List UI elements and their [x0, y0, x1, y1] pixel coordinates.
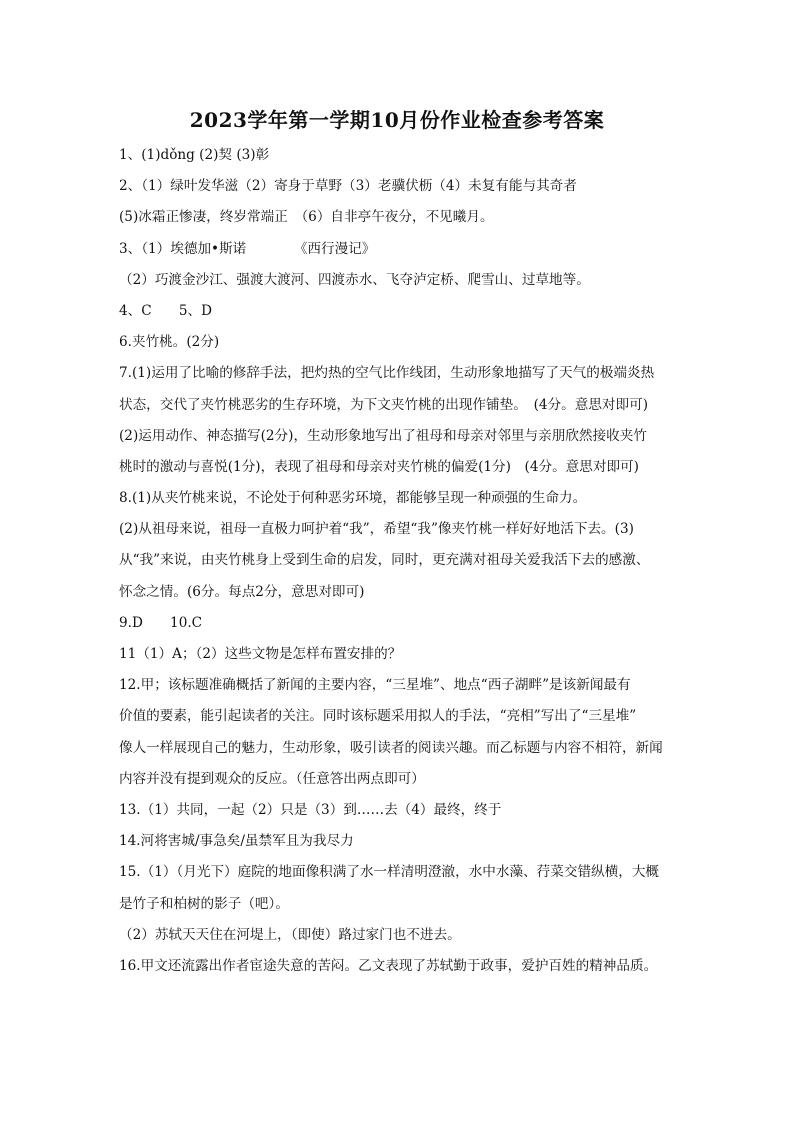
answer-line: 14.河将害城/事急矣/虽禁军且为我尽力 [119, 833, 354, 850]
answer-line: 状态，交代了夹竹桃恶劣的生存环境，为下文夹竹桃的出现作铺垫。 (4分。意思对即可) [119, 396, 649, 413]
page-title: 2023学年第一学期10月份作业检查参考答案 [189, 108, 605, 132]
answer-line: 从“我”来说，由夹竹桃身上受到生命的启发，同时，更充满对祖母关爱我活下去的感激、 [119, 552, 650, 569]
answer-line: （2）巧渡金沙江、强渡大渡河、四渡赤水、飞夺泸定桥、爬雪山、过草地等。 [119, 271, 590, 288]
answer-line: 9.D 10.C [119, 614, 203, 631]
answer-body [119, 140, 679, 982]
answer-line: 怀念之情。(6分。每点2分，意思对即可) [119, 583, 365, 600]
answer-line: 3、（1）埃德加•斯诺 《西行漫记》 [119, 240, 376, 257]
answer-line: 16.甲文还流露出作者宦途失意的苦闷。乙文表现了苏轼勤于政事，爱护百姓的精神品质。 [119, 957, 658, 974]
answer-line: 是竹子和柏树的影子（吧）。 [119, 895, 289, 912]
answer-line: (2)运用动作、神态描写(2分)，生动形象地写出了祖母和母亲对邻里与亲朋欣然接收夹竹 [119, 427, 647, 444]
answer-line: 15.（1）（月光下）庭院的地面像积满了水一样清明澄澈，水中水藻、荇菜交错纵横，大概 [119, 864, 660, 881]
answer-line: 8.(1)从夹竹桃来说，不论处于何种恶劣环境，都能够呈现一种顽强的生命力。 [119, 490, 587, 507]
answer-line: 4、C 5、D [119, 302, 212, 319]
answer-line: 7.(1)运用了比喻的修辞手法，把灼热的空气比作线团，生动形象地描写了天气的极端炎热 [119, 365, 655, 382]
answer-line: 价值的要素，能引起读者的关注。同时该标题采用拟人的手法，“亮相”写出了“三星堆” [119, 708, 637, 725]
answer-line: 1、(1)dǒng (2)契 (3)彰 [119, 147, 270, 163]
answer-line: 6.夹竹桃。(2分) [119, 334, 220, 351]
answer-line: 12.甲；该标题准确概括了新闻的主要内容，“三星堆”、地点“西子湖畔”是该新闻最有 [119, 677, 631, 694]
answer-line: 桃时的激动与喜悦(1分)，表现了祖母和母亲对夹竹桃的偏爱(1分) (4分。意思对即可) [119, 458, 639, 475]
answer-line: (2)从祖母来说，祖母一直极力呵护着“我”，希望“我”像夹竹桃一样好好地活下去。(3) [119, 521, 634, 538]
answer-line: 13.（1）共同，一起（2）只是（3）到……去（4）最终，终于 [119, 801, 502, 818]
answer-line: （2）苏轼天天住在河堤上，（即使）路过家门也不进去。 [119, 926, 461, 943]
answer-line: 内容并没有提到观众的反应。（任意答出两点即可） [119, 770, 425, 787]
answer-line: (5)冰霜正惨凄，终岁常端正 （6）自非亭午夜分，不见曦月。 [119, 209, 494, 226]
answer-line: 2、（1）绿叶发华滋（2）寄身于草野（3）老骥伏枥（4）未复有能与其奇者 [119, 178, 577, 195]
answer-line: 像人一样展现自己的魅力，生动形象，吸引读者的阅读兴趣。而乙标题与内容不相符，新闻 [119, 739, 663, 756]
answer-line: 11（1）A；（2）这些文物是怎样布置安排的？ [119, 646, 402, 662]
